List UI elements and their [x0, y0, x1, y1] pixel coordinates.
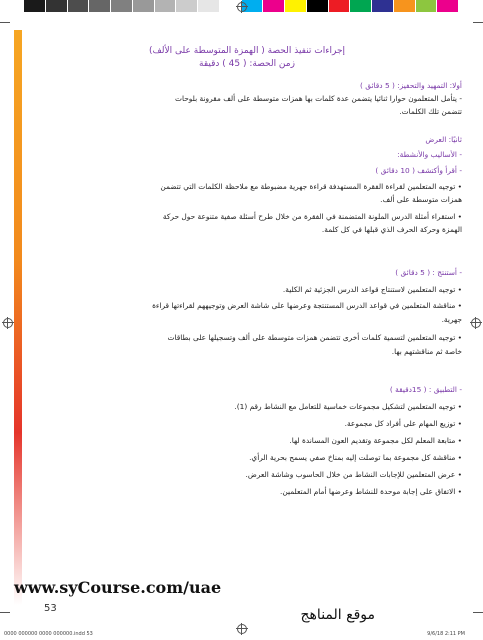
color-swatch — [307, 0, 328, 12]
color-swatch — [176, 0, 197, 12]
bullet-item: • توجيه المتعلمين لتسمية كلمات أخرى تتضمن همزات متوسطة على ألف وتسجيلها على بطاقات — [167, 333, 462, 342]
color-swatch — [285, 0, 306, 12]
section-application-heading: - التطبيق : ( 15دقيقة ) — [389, 385, 462, 394]
section-presentation-heading: ثانيًا: العرض — [425, 135, 462, 144]
paragraph-line: تتضمن تلك الكلمات. — [399, 107, 462, 116]
bullet-item: • متابعة المعلم لكل مجموعة وتقديم العون المساندة لها. — [289, 436, 462, 445]
color-swatch — [263, 0, 284, 12]
color-swatch — [394, 0, 415, 12]
color-swatch — [416, 0, 437, 12]
decorative-side-strip — [14, 30, 22, 605]
section-warmup-heading: أولا: التمهيد والتحفيز: ( 5 دقائق ) — [360, 81, 462, 90]
crop-mark — [473, 612, 483, 613]
page-number: 53 — [44, 603, 57, 614]
bullet-item: • توجيه المتعلمين لقراءة الفقرة المستهدفة قراءة جهرية مضبوطة مع ملاحظة الكلمات التي تتضمن — [160, 182, 462, 191]
color-swatch — [437, 0, 458, 12]
lesson-duration: زمن الحصة: ( 45 ) دقيقة — [199, 59, 295, 69]
subsection-conclude: - أستنتج : ( 5 دقائق ) — [395, 268, 462, 277]
color-swatch — [133, 0, 154, 12]
methods-heading: - الأساليب والأنشطة: — [397, 150, 462, 159]
document-page — [14, 30, 466, 605]
footer-timestamp: 9/6/18 2:11 PM — [427, 631, 465, 637]
footer-filename: 0000 000000 0000 000000.indd 53 — [4, 631, 93, 637]
bullet-item-cont: همزات متوسطة على ألف. — [380, 195, 462, 204]
color-swatch — [89, 0, 110, 12]
crop-mark — [0, 22, 10, 23]
registration-mark-left — [3, 318, 13, 328]
registration-mark-right — [471, 318, 481, 328]
website-watermark-url: www.syCourse.com/uae — [14, 578, 222, 597]
paragraph-line: - يتأمل المتعلمون حوارا ثنائيا يتضمن عدة كلمات بها همزات متوسطة على ألف مقرونة بلوحات — [175, 94, 462, 103]
bullet-item-cont: جهرية. — [441, 315, 462, 324]
bullet-item: • مناقشة المتعلمين في قواعد الدرس المستنتجة وعرضها على شاشة العرض وتوجيههم لقراءتها قراءة — [152, 301, 462, 310]
bullet-item-cont: خاصة ثم مناقشتهم بها. — [391, 347, 462, 356]
bullet-item: • توجيه المتعلمين لاستنتاج قواعد الدرس الجزئية ثم الكلية. — [282, 285, 462, 294]
color-swatch — [372, 0, 393, 12]
bullet-item: • عرض المتعلمين للإجابات النشاط من خلال الحاسوب وشاشة العرض. — [245, 470, 462, 479]
color-swatch — [155, 0, 176, 12]
crop-mark — [0, 612, 10, 613]
bullet-item: • مناقشة كل مجموعة بما توصلت إليه بمناخ صفي يسمح بحرية الرأي. — [249, 453, 462, 462]
color-swatch — [329, 0, 350, 12]
bullet-item: • الاتفاق على إجابة موحدة للنشاط وعرضها أمام المتعلمين. — [280, 487, 462, 496]
color-swatch — [68, 0, 89, 12]
crop-mark — [473, 22, 483, 23]
lesson-title: إجراءات تنفيذ الحصة ( الهمزة المتوسطة على الألف) — [148, 46, 346, 56]
bullet-item-cont: الهمزة وحركة الحرف الذي قبلها في كل كلمة. — [321, 225, 462, 234]
site-logo-text: موقع المناهج — [300, 607, 375, 623]
subsection-read-discover: - أقرأ وأكتشف ( 10 دقائق ) — [375, 166, 462, 175]
bullet-item: • توجيه المتعلمين لتشكيل مجموعات خماسية للتعامل مع النشاط رقم (1). — [234, 402, 462, 411]
bullet-item: • استقراء أمثلة الدرس الملونة المتضمنة في الفقرة من خلال طرح أسئلة صفية متنوعة حول حركة — [162, 212, 462, 221]
registration-mark-top — [237, 2, 247, 12]
color-swatch — [111, 0, 132, 12]
color-swatch — [46, 0, 67, 12]
color-swatch — [24, 0, 45, 12]
bullet-item: • توزيع المهام على أفراد كل مجموعة. — [344, 419, 462, 428]
color-swatch — [350, 0, 371, 12]
color-swatch — [198, 0, 219, 12]
print-footer — [0, 629, 483, 640]
